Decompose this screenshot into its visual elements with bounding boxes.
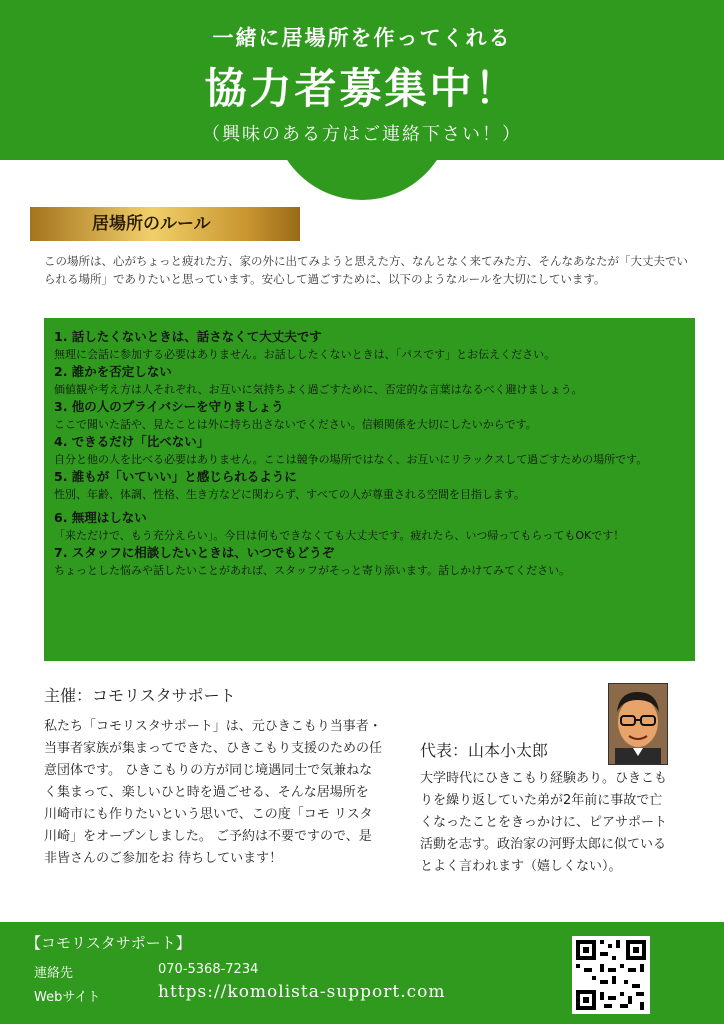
website-link[interactable]: https://komolista-support.com	[158, 982, 446, 1002]
rule-title: 2. 誰かを否定しない	[54, 364, 172, 379]
qr-code-graphic	[572, 936, 650, 1014]
rules-heading: 居場所のルール	[30, 207, 300, 241]
representative-avatar	[608, 683, 668, 765]
rules-box	[44, 318, 695, 661]
representative-title: 代表：山本小太郎	[420, 741, 549, 760]
rule-text: 価値観や考え方は人それぞれ、お互いに気持ちよく過ごすために、否定的な言葉はなるべく避けましょう。	[54, 383, 583, 396]
rule-title: 3. 他の人のプライバシーを守りましょう	[54, 399, 284, 414]
organizer-body: 私たち「コモリスタサポート」は、元ひきこもり当事者・当事者家族が集まってできた、ひきこもり支援のための任意団体です。 ひきこもりの方が同じ境遇同士で気兼ねなく集まって、楽しいひと時を過ごせる、そんな居場所を 川崎市にも作りたいという思いで、この度「コモ リスタ川崎」をオープンしました。 ご予約は不要ですので、是非皆さんのご参加をお 待ちしています！	[44, 719, 383, 866]
header-banner	[0, 0, 724, 160]
rule-text: 無理に会話に参加する必要はありません。お話ししたくないときは、「パスです」とお伝えください。	[54, 348, 556, 361]
footer	[0, 922, 724, 1024]
header-note: （興味のある方はご連絡下さい！）	[202, 124, 522, 145]
rule-item	[54, 468, 685, 503]
header-title: 協力者募集中！	[204, 64, 520, 113]
rule-item	[54, 509, 685, 544]
rule-title: 4. できるだけ「比べない」	[54, 434, 210, 449]
rule-title: 6. 無理はしない	[54, 510, 147, 525]
rule-title: 1. 話したくないときは、話さなくて大丈夫です	[54, 329, 322, 344]
rule-text: 性別、年齢、体調、性格、生き方などに関わらず、すべての人が尊重される空間を目指します。	[54, 488, 526, 501]
rule-item	[54, 433, 685, 468]
header-subtitle: 一緒に居場所を作ってくれる	[212, 26, 512, 50]
qr-code-icon[interactable]	[572, 936, 650, 1014]
rule-item	[54, 544, 685, 579]
rule-text: 自分と他の人を比べる必要はありません。ここは競争の場所ではなく、お互いにリラックスして過ごすための場所です。	[54, 453, 648, 466]
rule-text: 「来ただけで、もう充分えらい」。今日は何もできなくても大丈夫です。疲れたら、いつ帰ってもらってもOKです！	[54, 529, 625, 542]
avatar-illustration	[609, 684, 667, 764]
rule-item	[54, 363, 685, 398]
rule-title: 5. 誰もが「いていい」と感じられるように	[54, 469, 297, 484]
website-label: Webサイト	[34, 990, 101, 1005]
rules-intro: この場所は、心がちょっと疲れた方、家の外に出てみようと思えた方、なんとなく来てみた方、そんなあなたが「大丈夫でいられる場所」でありたいと思っています。安心して過ごすために、以下のようなルールを大切にしています。	[44, 254, 688, 286]
rule-item	[54, 398, 685, 433]
rule-text: ここで聞いた話や、見たことは外に持ち出さないでください。信頼関係を大切にしたいからです。	[54, 418, 537, 431]
contact-label: 連絡先	[34, 966, 74, 981]
footer-org-name: 【コモリスタサポート】	[26, 934, 191, 952]
rule-title: 7. スタッフに相談したいときは、いつでもどうぞ	[54, 545, 335, 560]
rule-item	[54, 328, 685, 363]
rule-text: ちょっとした悩みや話したいことがあれば、スタッフがそっと寄り添います。話しかけてみてください。	[54, 564, 571, 577]
representative-body: 大学時代にひきこもり経験あり。ひきこもりを繰り返していた弟が2年前に事故で亡くなったことをきっかけに、ピアサポート活動を志す。政治家の河野太郎に似ているとよく言われます（嬉しくない）。	[420, 771, 668, 874]
organizer-title: 主催：コモリスタサポート	[44, 686, 236, 705]
contact-phone[interactable]: 070-5368-7234	[158, 962, 259, 977]
